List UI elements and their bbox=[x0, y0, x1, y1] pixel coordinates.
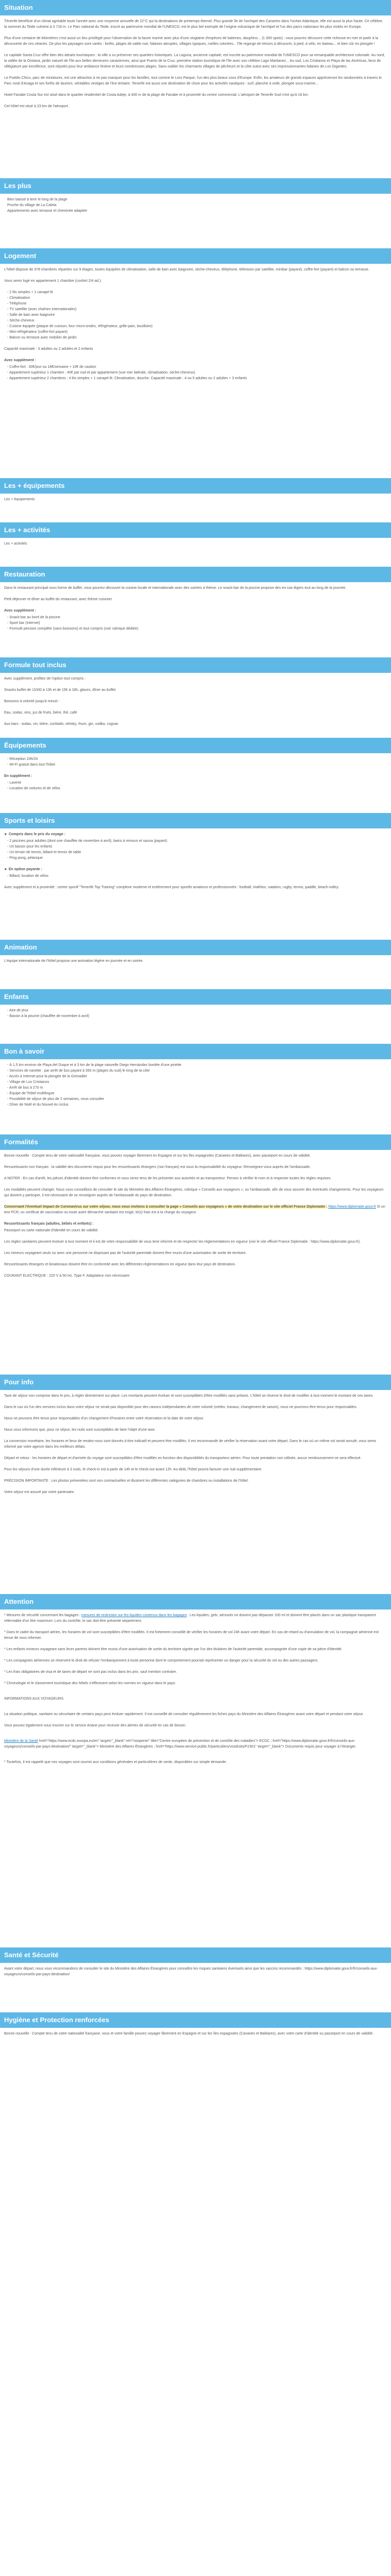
formalites-paragraph: Les modalités peuvent changer. Nous vous conseillons de consulter le site du Ministère des Affaires Étrangères, rubrique « Conseils aux voyageurs », ou l'ambassade, afin de vous assurer des éventuels changements. Pour les voyageurs qui doivent y participer, il est nécessaire de se renseigner auprès de l'ambassade du pays de destination. bbox=[4, 1188, 384, 1197]
formule-paragraph: Avec supplément, profitez de l'option tout compris : bbox=[4, 677, 86, 681]
section-activites bbox=[0, 538, 391, 567]
list-item: - Location de voitures et de vélos bbox=[7, 787, 60, 790]
sports-compris-title: ► Compris dans le prix du voyage : bbox=[4, 833, 66, 836]
logement-supplement-title: Avec supplément : bbox=[4, 359, 36, 362]
sports-option-list bbox=[4, 873, 387, 879]
formalites-coronavirus-tail: Si un test PCR, un certificat de vaccination ou toute autre démarche sanitaire est exigé, le(s) frais est à la charge du voyageur. bbox=[4, 1205, 385, 1214]
section-activites-title: Les + activités bbox=[0, 522, 391, 538]
plus-list bbox=[4, 197, 387, 214]
formule-paragraph: Aux bars : sodas, vin, bière, cocktails, whisky, rhum, gin, vodka, cognac bbox=[4, 722, 119, 726]
section-equipements-title: Équipements bbox=[0, 738, 391, 753]
section-sante bbox=[0, 1963, 391, 2012]
attention-paragraph: La situation politique, sanitaire ou sécuritaire de certains pays peut évoluer rapidement. Il est conseillé de consulter régulièrement les fiches pays du Ministère des Affaires Étrangères avant votre départ et pendant votre séjour. bbox=[4, 1713, 364, 1716]
section-sports bbox=[0, 828, 391, 940]
info-paragraph: Dans le cas où l'un des services inclus dans votre séjour ne serait pas disponible pour des raisons indépendantes de notre volonté (météo, travaux, changement de saison), nous ne pourrons être tenus pour responsables. bbox=[4, 1405, 357, 1409]
situation-paragraph: Le Pueblo Chico, parc de miniatures, est une attraction à ne pas manquer pour les familles, tout comme le Loro Parque, l'un des plus beaux zoos d'Europe. Enfin, les amateurs de grands espaces apprécieront les randonnées à travers le Parc rural d'Anaga et ses forêts de lauriers, véritables vestiges de l'ère tertiaire. Tenerife est aussi une destination de choix pour les activités nautiques : surf, planche à voile, plongée sous-marine... bbox=[4, 76, 382, 86]
logement-paragraph: Vous serez logé en appartement 1 chambre (confort 2/4 ad.): bbox=[4, 279, 102, 283]
list-item: - Coffre-fort : 30€/jour ou 18€/semaine + 10€ de caution bbox=[7, 365, 96, 369]
formule-paragraph: Eau, sodas, vins, jus de fruits, bière, thé, café bbox=[4, 711, 77, 715]
situation-paragraph: Le capitale Santa Cruz offre bien des attraits touristiques : la ville a su préserver ses quartiers historiques. La Laguna, ancienne capitale, est inscrite au patrimoine mondial de l'UNESCO pour sa remarquable architecture coloniale. Au nord, la vallée de la Orotava, jardin naturel de l'île aux belles demeures canariennes, ainsi que Puerto de la Cruz, première station touristique de l'île avec son célèbre Lago Martianez... Au sud, Los Cristianos et Playa de las Américas, lieux de villégiature par excellence, sont réputés pour leur ambiance festive et leurs nombreuses plages. Sans oublier les charmants villages de pêcheurs et la côte ouest avec ses impressionnantes falaises de Los Gigantes. bbox=[4, 54, 385, 69]
diplomatie-link[interactable]: https://www.diplomatie.gouv.fr bbox=[328, 1205, 376, 1209]
info-paragraph: Taxe de séjour non comprise dans le prix, à régler directement sur place. Les montants peuvent évoluer et sont susceptibles d'être modifiés sans préavis. L'hôtel se réserve le droit de modifier à tout moment le montant de ces taxes. bbox=[4, 1394, 374, 1398]
list-item: - Accès à Internet pour la plongée de la Grenadier bbox=[7, 1075, 87, 1078]
info-paragraph: Nous ne pouvons être tenus pour responsables d'un changement d'horaires entre votre réservation et la date de votre séjour. bbox=[4, 1417, 204, 1420]
list-item: - Salle de bain avec baignoire bbox=[7, 313, 55, 317]
section-bonasavoir-title: Bon à savoir bbox=[0, 1044, 391, 1059]
section-situation-title: Situation bbox=[0, 0, 391, 15]
info-paragraph: La conversion monétaire, les horaires et lieux de rendez-vous sont donnés à titre indicatif et peuvent être modifiés. Il est recommandé de vérifier la réservation avant votre départ. Dans le cas où un même vol serait annulé, vous serez informé par votre agence dans les meilleurs délais. bbox=[4, 1439, 377, 1449]
restauration-paragraph: Petit déjeuner et dîner au buffet du restaurant, avec thème cuisinier. bbox=[4, 598, 113, 601]
info-paragraph: Nous vous informons que, pour ce séjour, les nuits sont susceptibles de faire l'objet d'une taxe. bbox=[4, 1428, 156, 1432]
section-enfants bbox=[0, 1005, 391, 1044]
formalites-paragraph: Les mineurs voyageant seuls ou avec une personne ne disposant pas de l'autorité parentale doivent être munis d'une autorisation de sortie de territoire. bbox=[4, 1251, 247, 1255]
attention-paragraph: * Chronologie et le classement touristique des hôtels s'effectuent selon les normes en vigueur dans le pays. bbox=[4, 1682, 176, 1685]
list-item: Appartements avec terrasse et cheminée adaptée bbox=[7, 209, 87, 213]
attention-links-tail: href="https://www.ecdc.europa.eu/en" target="_blank" rel="noopener" title="Centre européen de prévention et de contrôle des maladies"> ECDC ; href="https://www.diplomatie.gouv.fr/fr/conseils-aux-voyageurs/conseils-par-pays-destination/" target="_blank"> Ministère des Affaires Étrangères ; href="https://www.service-public.fr/particuliers/vosdroits/F2301" target="_blank"> Documents requis pour voyager à l'étranger. bbox=[4, 1739, 356, 1749]
list-item: - TV satellite (avec chaînes internationales) bbox=[7, 308, 77, 311]
formalites-paragraph: Bonne nouvelle : Compte tenu de votre nationalité française, vous pouvez voyager librement en Espagne et sur les îles espagnoles (Canaries et Baléares), avec passeport en cours de validité. bbox=[4, 1154, 311, 1158]
section-plus bbox=[0, 194, 391, 248]
list-item: - Équipe de l'hôtel multilingue bbox=[7, 1092, 55, 1095]
formalites-ressortissants-title: Ressortissants français (adultes, bébés et enfants) : bbox=[4, 1222, 94, 1226]
hygiene-paragraph: Bonne nouvelle : Compte tenu de votre nationalité française, vous et votre famille pouvez voyager librement en Espagne et sur les îles espagnoles (Canaries et Baléares), avec votre carte d'identité ou passeport en cours de validité. bbox=[4, 2032, 374, 2036]
section-sante-title: Santé et Sécurité bbox=[0, 1947, 391, 1963]
section-enfants-title: Enfants bbox=[0, 989, 391, 1005]
list-item: - Un bassin pour les enfants bbox=[7, 845, 53, 849]
formule-paragraph: Boissons à volonté jusqu'à minuit : bbox=[4, 700, 60, 703]
section-plus-title: Les plus bbox=[0, 178, 391, 194]
restauration-supplement-title: Avec supplément : bbox=[4, 609, 36, 613]
equipements-supplement-title: En supplément : bbox=[4, 774, 32, 778]
section-situation bbox=[0, 15, 391, 178]
list-item: - Snack-bar au bord de la piscine bbox=[7, 616, 60, 619]
list-item: - Village de Los Cristianos bbox=[7, 1080, 50, 1084]
section-equip bbox=[0, 494, 391, 522]
sports-paragraph: Avec supplément et à proximité : centre sportif "Tenerife Top Training" complexe moderne et entièrement pour sportifs amateurs et professionnels : football, triathlon, natation, rugby, tennis, paddle, beach-volley. bbox=[4, 886, 339, 889]
equipements-list bbox=[4, 756, 387, 768]
section-sports-title: Sports et loisirs bbox=[0, 813, 391, 828]
sante-paragraph: Avant votre départ, nous vous recommandons de consulter le site du Ministère des Affaires Étrangères pour connaître les risques sanitaires éventuels ainsi que les vaccins recommandés : https://www.diplomatie.gouv.fr/fr/conseils-aux-voyageurs/conseils-par-pays-destination/ bbox=[4, 1967, 378, 1976]
list-item: - Balcon ou terrasse avec mobilier de jardin bbox=[7, 336, 77, 340]
bonasavoir-list bbox=[4, 1062, 387, 1108]
logement-list bbox=[4, 290, 387, 341]
formalites-paragraph: Ressortissants étrangers et binationaux doivent être en conformité avec les différentes réglementations en vigueur dans leur pays de destination. bbox=[4, 1263, 236, 1266]
list-item: - Un terrain de tennis, billard et tennis de table bbox=[7, 851, 82, 854]
section-logement bbox=[0, 264, 391, 478]
list-item: - 2 piscines pour adultes (dont une chauffée de novembre à avril), bains à remous et sauna (payant) bbox=[7, 839, 167, 843]
formalites-coronavirus-bold: Concernant l'éventuel Impact de Coronavirus sur votre séjour, nous vous invitons à consulter la page « Conseils aux voyageurs » de votre destination sur le site officiel France Diplomatie : bbox=[4, 1205, 328, 1209]
restauration-paragraph: Dans le restaurant principal sous forme de buffet, vous pourrez découvrir la cuisine locale et internationale avec des soirées à thème. Le snack-bar de la piscine propose des en-cas légers tout au long de la journée. bbox=[4, 586, 347, 590]
list-item: - Climatisation bbox=[7, 296, 30, 300]
sports-compris-list bbox=[4, 838, 387, 861]
sports-option-title: ► En option payante : bbox=[4, 868, 42, 871]
liquides-link[interactable]: mesures de restriction sur les liquides contenus dans les bagages bbox=[81, 1614, 187, 1617]
list-item: - 2 lits simples + 1 canapé-lit bbox=[7, 291, 53, 294]
section-attention-title: Attention bbox=[0, 1594, 391, 1609]
list-item: - Possibilité de séjour de plus de 2 semaines, nous consulter bbox=[7, 1097, 104, 1101]
section-equipements bbox=[0, 753, 391, 813]
equipements-supplement-list bbox=[4, 780, 387, 791]
situation-paragraph: Hotel Fanabe Costa Sur est situé dans le quartier résidentiel de Costa Adeje, à 400 m de la plage de Fanabe et à proximité du centre commercial. L'aéroport de Tenerife Sud n'est qu'à 18 km. bbox=[4, 93, 309, 97]
formalites-paragraph: Passeport ou carte nationale d'identité en cours de validité. bbox=[4, 1229, 99, 1232]
section-restauration bbox=[0, 582, 391, 657]
attention-paragraph: * Les compagnies aériennes se réservent le droit de refuser l'embarquement à toute personne dont le comportement pourrait représenter un danger pour la sécurité du vol ou des autres passagers. bbox=[4, 1659, 319, 1663]
section-equip-title: Les + équipements bbox=[0, 478, 391, 494]
situation-paragraph: Ténerife bénéficie d'un climat agréable toute l'année avec une moyenne annuelle de 22°C qui la destinations de printemps éternel. Plus grande île de l'archipel des Canaries dans l'océan Atlantique, elle est aussi la plus haute. Ce célèbre, la sommet du Teide culmine à 3 718 m. Le Parc national du Teide, inscrit au patrimoine mondial de l'UNESCO, est le plus bel exemple de l'origine volcanique de l'archipel et l'un des parcs nationaux les plus visités en Europe. bbox=[4, 20, 383, 29]
section-logement-title: Logement bbox=[0, 248, 391, 264]
list-item: - Ping pong, pétanque bbox=[7, 856, 43, 860]
attention-bagages bbox=[4, 1613, 387, 1624]
attention-bagages-tail: . Les liquides, gels, aérosols ne doivent pas dépasser 100 ml et doivent être placés dans un sac plastique transparent refermable d'un litre maximum. Lors du contrôle, le sac doit être présenté séparément. bbox=[4, 1614, 376, 1623]
formalites-paragraph: Les règles sanitaires peuvent évoluer à tout moment et il est de votre responsabilité de vous tenir informé et de respecter les réglementations en vigueur (voir le site officiel France Diplomatie : https://www.diplomatie.gouv.fr). bbox=[4, 1240, 361, 1244]
situation-paragraph: Plus d'une centaine de kilomètres c'est aussi un lieu privilégié pour l'observation de la faune marine avec plus d'une vingtaine d'espèces de baleines, dauphins... (1 000 spots) ; vous pourrez découvrir cette richesse en mer et partir à la découverte de ces cétacés. De plus les paysages sont variés : forêts, plages de sable noir, falaises abruptes, villages typiques, ruelles colorées... l'île regorge de trésors à découvrir, à pied, à vélo, en bateau... et bien sûr en plongée ! bbox=[4, 37, 378, 46]
list-item: - À 1,5 km environ de Playa del Duque et à 3 km de la plage naturelle Diego Hernández bordée d'une pinède bbox=[7, 1063, 182, 1067]
list-item: - Billard, location de vélos bbox=[7, 874, 48, 878]
list-item: - Formule pension complète (sans boissons) et tout compris (voir rubrique dédiée) bbox=[7, 627, 139, 631]
section-bonasavoir bbox=[0, 1059, 391, 1134]
info-paragraph: Départ et retour : les horaires de départ et d'arrivée du voyage sont susceptibles d'être modifiés en fonction des disponibilités du transporteur aérien. Pour toute prestation non utilisée, aucun remboursement ne sera effectué. bbox=[4, 1456, 362, 1460]
attention-bagages-pre: * Mesures de sécurité concernant les bagages : bbox=[4, 1614, 82, 1617]
attention-paragraph: Vous pouvez également vous inscrire sur le service Ariane pour recevoir des alertes de sécurité en cas de besoin. bbox=[4, 1724, 186, 1727]
list-item: - Mini-réfrigérateur (coffre-fort payant) bbox=[7, 330, 68, 334]
attention-links bbox=[4, 1738, 387, 1750]
section-attention bbox=[0, 1609, 391, 1947]
list-item: - Arrêt de bus à 270 m bbox=[7, 1086, 43, 1090]
attention-info-title: INFORMATIONS AUX VOYAGEURS bbox=[4, 1697, 63, 1701]
list-item: - Services de navette : par arrêt de bus payant à 350 m (plages du sud) le long de la côte bbox=[7, 1069, 150, 1073]
formalites-paragraph: Ressortissants non français : la validité des documents requis pour les ressortissants étrangers (non français) est sous la responsabilité du voyageur. Renseignez-vous auprès de l'ambassade. bbox=[4, 1165, 311, 1169]
logement-paragraph: L'hôtel dispose de 378 chambres réparties sur 9 étages, toutes équipées de climatisation, salle de bain avec baignoire, sèche-cheveux, téléphone, télévision par satellite, minibar (payant), coffre-fort (payant) et balcon ou terrasse. bbox=[4, 268, 369, 272]
list-item: - Dîner de Noël et du Nouvel An inclus bbox=[7, 1103, 69, 1107]
info-paragraph: Votre séjour est assuré par notre partenaire. bbox=[4, 1490, 75, 1494]
section-info bbox=[0, 1390, 391, 1594]
equip-text: Les + équipements bbox=[4, 498, 35, 501]
section-formule bbox=[0, 673, 391, 738]
section-formalites-title: Formalités bbox=[0, 1134, 391, 1150]
activites-text: Les + activités bbox=[4, 542, 27, 546]
situation-paragraph: Cet hôtel est situé à 23 km de l'aéroport. bbox=[4, 105, 69, 108]
list-item: Bien baissé à tenir le long de la plage bbox=[7, 198, 68, 201]
attention-paragraph: * Dans le cadre du transport aérien, les horaires de vol sont susceptibles d'être modifiés. Il est fortement conseillé de vérifier les horaires de vol 24h avant votre départ. En cas de retard ou d'annulation de vol, la compagnie aérienne est tenue de vous informer. bbox=[4, 1631, 379, 1640]
list-item: - Appartement supérieur 2 chambres : 4 lits simples + 1 canapé-lit. Climatisation, douche. Capacité maximale : 4 ou 5 adultes ou 2 adultes + 3 enfants bbox=[7, 377, 247, 380]
formalites-paragraph: A NOTER : En cas d'arrêt, les pièces d'identité doivent être conformes et vous serez tenu de les présenter aux autorités et au transporteur. Pensez à vérifier le nom et à respecter toutes les règles requises. bbox=[4, 1177, 332, 1180]
list-item: Proche du village de La Caleta bbox=[7, 204, 57, 207]
formule-paragraph: Snacks buffet de 11h00 à 13h et de 15h à 18h, glaces, dîner au buffet bbox=[4, 688, 116, 692]
animation-text: L'équipe internationale de l'hôtel propose une animation légère en journée et en soirée. bbox=[4, 959, 144, 963]
section-info-title: Pour info bbox=[0, 1375, 391, 1390]
list-item: - Sport bar (Internet) bbox=[7, 621, 40, 625]
attention-paragraph: * Toutefois, il est rappelé que nos voyages sont soumis aux conditions générales et particulières de vente, disponibles sur simple demande. bbox=[4, 1760, 227, 1764]
section-formule-title: Formule tout inclus bbox=[0, 657, 391, 673]
logement-supplement-list bbox=[4, 364, 387, 381]
list-item: - Aire de jeux bbox=[7, 1009, 28, 1012]
attention-paragraph: * Les enfants mineurs voyageant sans leurs parents doivent être munis d'une autorisation de sortie du territoire signée par l'un des titulaires de l'autorité parentale, accompagnée d'une copie de sa pièce d'identité. bbox=[4, 1648, 343, 1651]
logement-capacity: Capacité maximale : 3 adultes ou 2 adultes et 2 enfants bbox=[4, 347, 93, 351]
list-item: - Réception 24h/24 bbox=[7, 757, 38, 761]
list-item: - Cuisine équipée (plaque de cuisson, four micro-ondes, réfrigérateur, grille-pain, bouilloire) bbox=[7, 325, 153, 328]
info-paragraph: PRÉCISION IMPORTANTE : Les photos présentées sont non contractuelles et illustrent les différentes catégories de chambres ou installations de l'hôtel. bbox=[4, 1479, 249, 1483]
list-item: - Appartement supérieur 1 chambre : 40€ par nuit et par appartement (vue mer latérale, climatisation, sèche-cheveux) bbox=[7, 371, 196, 375]
info-paragraph: Pour les séjours d'une durée inférieure à 3 nuits, le check-in est à partir de 14h et le check-out avant 12h. Au-delà, l'hôtel pourra facturer une nuit supplémentaire. bbox=[4, 1468, 263, 1471]
formalites-paragraph: COURANT ELECTRIQUE : 220 V à 50 Hz. Type F. Adaptateur non nécessaire. bbox=[4, 1274, 131, 1278]
list-item: - Bassin à la piscine (chauffée de novembre à avril) bbox=[7, 1014, 90, 1018]
attention-paragraph: * Les frais obligatoires de visa et de taxes de départ ne sont pas inclus dans les prix, sauf mention contraire. bbox=[4, 1670, 177, 1674]
enfants-list bbox=[4, 1008, 387, 1019]
section-hygiene bbox=[0, 2028, 391, 2067]
section-hygiene-title: Hygiène et Protection renforcées bbox=[0, 2012, 391, 2028]
ministere-sante-link[interactable]: Ministère de la Santé bbox=[4, 1739, 38, 1743]
section-formalites bbox=[0, 1150, 391, 1375]
formalites-coronavirus bbox=[4, 1204, 387, 1215]
list-item: - Sèche-cheveux bbox=[7, 319, 35, 323]
section-animation-title: Animation bbox=[0, 940, 391, 955]
list-item: - Laverie bbox=[7, 781, 22, 785]
list-item: - Wi-Fi gratuit dans tout l'hôtel bbox=[7, 763, 55, 767]
restauration-list bbox=[4, 615, 387, 632]
list-item: - Téléphone bbox=[7, 302, 27, 306]
section-animation bbox=[0, 955, 391, 989]
section-restauration-title: Restauration bbox=[0, 567, 391, 582]
